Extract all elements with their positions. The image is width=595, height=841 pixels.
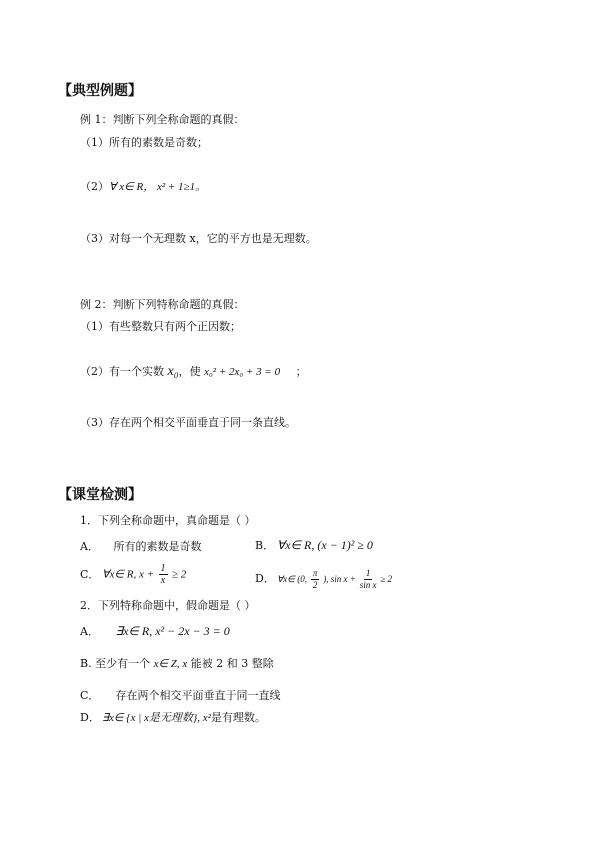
option-label: A． <box>80 540 99 553</box>
problem-2-stem: 2．下列特称命题中，假命题是（ ） <box>80 599 256 612</box>
example-1-item-3: （3）对每一个无理数 x，它的平方也是无理数。 <box>80 232 317 245</box>
item-prefix: （2） <box>80 180 109 193</box>
problem-1-option-d <box>255 568 392 591</box>
math-formula-part: ∀x∈ (0, <box>277 574 307 584</box>
option-label: D． <box>255 572 275 585</box>
fraction <box>311 568 320 591</box>
option-text: 所有的素数是奇数 <box>113 540 202 553</box>
math-variable: x₀ <box>167 364 179 379</box>
item-suffix: ； <box>295 365 307 378</box>
fraction-numerator: π <box>312 568 318 578</box>
option-label: B． <box>255 539 275 552</box>
example-2-item-2 <box>80 365 307 379</box>
problem-2-option-d <box>80 711 266 725</box>
example-2-item-3: （3）存在两个相交平面垂直于同一条直线。 <box>80 416 296 429</box>
math-formula: ∃x∈ {x | x是无理数}, x² <box>102 712 211 724</box>
math-formula: ∀x∈ R, (x − 1)² ≥ 0 <box>277 538 373 552</box>
math-formula: ∃x∈ R, x² − 2x − 3 = 0 <box>115 624 230 638</box>
example-1-title: 例 1：判断下列全称命题的真假： <box>80 113 245 126</box>
math-formula-part: ≥ 2 <box>172 568 187 581</box>
example-1-item-2 <box>80 180 206 194</box>
option-label: C． <box>80 567 100 581</box>
problem-1-option-b <box>255 538 373 553</box>
math-formula-part: ), sin x + <box>323 574 356 584</box>
math-formula: x₀² + 2x₀ + 3 = 0 <box>204 366 281 378</box>
fraction-denominator: sin x <box>359 580 377 590</box>
section-title-classroom-test: 【课堂检测】 <box>58 487 142 503</box>
fraction-numerator: 1 <box>160 563 166 574</box>
problem-2-option-b <box>80 657 274 671</box>
example-2-item-1: （1）有些整数只有两个正因数； <box>80 320 241 333</box>
fraction-numerator: 1 <box>365 568 371 578</box>
math-formula-part: ≥ 2 <box>380 574 393 584</box>
option-text: 能被 2 和 3 整除 <box>190 657 274 670</box>
math-formula-part: ∀x∈ R, x + <box>102 568 155 581</box>
problem-2-option-c <box>80 689 281 703</box>
example-1-item-1: （1）所有的素数是奇数； <box>80 136 208 149</box>
option-text: 存在两个相交平面垂直于同一直线 <box>115 689 281 702</box>
problem-1-option-c <box>80 563 186 586</box>
example-2-title: 例 2：判断下列特称命题的真假： <box>80 298 245 311</box>
option-label: D． <box>80 711 100 724</box>
math-formula: x∈ Z, x <box>153 658 188 670</box>
option-label: C． <box>80 689 100 702</box>
section-title-typical-examples: 【典型例题】 <box>58 83 142 99</box>
fraction <box>360 568 377 591</box>
option-text: 是有理数。 <box>210 711 266 724</box>
fraction-denominator: 2 <box>312 580 318 590</box>
math-formula: ∀ x∈ R， x² + 1≥1。 <box>109 181 207 193</box>
fraction <box>159 563 168 586</box>
problem-1-stem: 1．下列全称命题中，真命题是（ ） <box>80 514 256 527</box>
item-prefix: （2）有一个实数 <box>80 365 164 378</box>
problem-1-option-a <box>80 540 202 554</box>
item-mid: ，使 <box>178 365 201 378</box>
problem-2-option-a <box>80 624 230 639</box>
option-text: B. 至少有一个 <box>80 657 151 670</box>
option-label: A． <box>80 625 99 638</box>
fraction-denominator: x <box>160 575 166 586</box>
